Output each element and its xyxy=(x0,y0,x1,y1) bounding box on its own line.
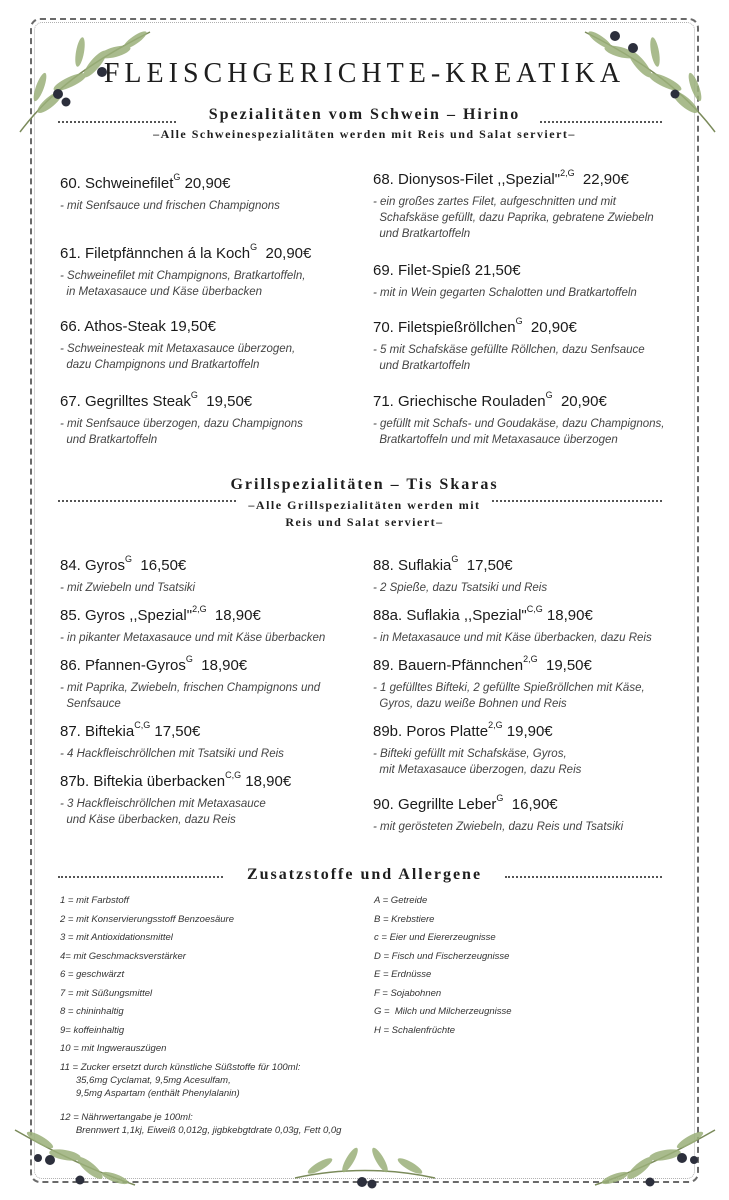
page-title: FLEISCHGERICHTE-KREATIKA xyxy=(103,58,626,89)
dish-description: - 5 mit Schafskäse gefüllte Röllchen, dazu Senfsauce und Bratkartoffeln xyxy=(373,344,645,372)
dish-price: 18,90€ xyxy=(192,657,248,674)
dish-price: 17,50€ xyxy=(150,723,201,740)
menu-item-name xyxy=(60,392,390,410)
allergen-entry: 2 = mit Konservierungsstoff Benzoesäure xyxy=(60,913,234,925)
dish-description: - mit Paprika, Zwiebeln, frischen Champignons und Senfsauce xyxy=(60,682,321,710)
allergen-entry: 11 = Zucker ersetzt durch künstliche Süßstoffe für 100ml: 35,6mg Cyclamat, 9,5mg Acesulfam, 9,5mg Aspartam (enthält Phenylalanin) xyxy=(60,1061,301,1099)
allergen-codes: G xyxy=(496,793,504,803)
dish-price: 20,90€ xyxy=(522,319,577,336)
dish-name: 66. Athos-Steak 19,50€ xyxy=(60,318,216,335)
dish-name: 87. Biftekia xyxy=(60,723,135,740)
menu-item-name xyxy=(60,318,390,335)
allergen-entry: B = Krebstiere xyxy=(374,913,435,925)
dish-name: 86. Pfannen-Gyros xyxy=(60,657,186,674)
olive-branch-bottom-right-icon xyxy=(590,1100,720,1195)
dish-description: - mit Zwiebeln und Tsatsiki xyxy=(60,582,196,594)
dish-price: 20,90€ xyxy=(257,245,312,262)
dish-name: 89b. Poros Platte xyxy=(373,723,489,740)
menu-item-name xyxy=(60,722,390,740)
menu-item xyxy=(373,656,703,712)
olive-branch-bottom-center-icon xyxy=(290,1138,440,1193)
section-title-schwein: Spezialitäten vom Schwein – Hirino xyxy=(208,106,521,123)
dish-description: - mit Senfsauce und frischen Champignons xyxy=(60,200,280,212)
allergen-entry: F = Sojabohnen xyxy=(374,987,442,999)
menu-item xyxy=(373,392,703,448)
allergen-entry: 7 = mit Süßungsmittel xyxy=(60,987,153,999)
menu-item-name xyxy=(373,606,703,624)
dish-price: 18,90€ xyxy=(241,773,292,790)
dish-description: - mit in Wein gegarten Schalotten und Bratkartoffeln xyxy=(373,287,637,299)
allergen-codes: C,G xyxy=(526,604,543,614)
menu-item-name xyxy=(373,722,703,740)
menu-item-name xyxy=(60,772,390,790)
dish-price: 19,50€ xyxy=(197,393,253,410)
allergen-entry: 4= mit Geschmacksverstärker xyxy=(60,950,186,962)
dish-description: - Schweinesteak mit Metaxasauce überzogen, dazu Champignons und Bratkartoffeln xyxy=(60,343,296,371)
menu-item xyxy=(60,392,390,448)
dish-price: 18,90€ xyxy=(206,607,261,624)
allergen-entry: H = Schalenfrüchte xyxy=(374,1024,456,1036)
dish-name: 88. Suflakia xyxy=(373,557,452,574)
allergen-codes: G xyxy=(515,316,523,326)
dish-description: - mit Senfsauce überzogen, dazu Champignons und Bratkartoffeln xyxy=(60,418,303,446)
dish-name: 85. Gyros ,,Spezial" xyxy=(60,607,193,624)
menu-item-name xyxy=(373,656,703,674)
allergen-entry: 3 = mit Antioxidationsmittel xyxy=(60,932,173,943)
dish-name: 89. Bauern-Pfännchen xyxy=(373,657,524,674)
menu-item xyxy=(373,318,703,374)
dish-description: - ein großes zartes Filet, aufgeschnitten und mit Schafskäse gefüllt, dazu Paprika, gebratene Zwiebeln und Bratkartoffeln xyxy=(373,196,654,240)
allergen-entry: 6 = geschwärzt xyxy=(60,969,125,980)
section-divider-right xyxy=(505,876,662,878)
dish-price: 20,90€ xyxy=(180,175,231,192)
dish-price: 19,50€ xyxy=(537,657,592,674)
dish-name: 69. Filet-Spieß 21,50€ xyxy=(373,262,521,279)
dish-name: 87b. Biftekia überbacken xyxy=(60,773,226,790)
allergen-codes: G xyxy=(185,654,193,664)
section-note-grill-line2: Reis und Salat serviert– xyxy=(285,515,444,529)
allergen-entry: 9= koffeinhaltig xyxy=(60,1024,125,1036)
menu-item-name xyxy=(373,556,703,574)
allergen-entry: G = Milch und Milcherzeugnisse xyxy=(374,1006,512,1017)
allergen-codes: 2,G xyxy=(488,720,503,730)
menu-item xyxy=(373,170,703,242)
allergen-codes: G xyxy=(545,390,553,400)
section-title-allergens: Zusatzstoffe und Allergene xyxy=(246,866,483,883)
allergen-entry: 1 = mit Farbstoff xyxy=(60,895,129,906)
menu-item xyxy=(373,556,703,596)
allergen-entry: 8 = chininhaltig xyxy=(60,1006,124,1017)
dish-description: - 3 Hackfleischröllchen mit Metaxasauce und Käse überbacken, dazu Reis xyxy=(60,798,266,826)
menu-item xyxy=(373,795,703,835)
allergen-codes: G xyxy=(451,554,459,564)
dish-description: - mit gerösteten Zwiebeln, dazu Reis und Tsatsiki xyxy=(373,821,624,833)
allergen-entry: c = Eier und Eiererzeugnisse xyxy=(374,932,496,943)
dish-name: 88a. Suflakia ,,Spezial" xyxy=(373,607,527,624)
dish-name: 70. Filetspießröllchen xyxy=(373,319,516,336)
dish-price: 16,90€ xyxy=(503,796,558,813)
menu-item-name xyxy=(60,174,390,192)
dish-description: - gefüllt mit Schafs- und Goudakäse, dazu Champignons, Bratkartoffeln und mit Metaxasauce überzogen xyxy=(373,418,665,446)
menu-item xyxy=(60,656,390,712)
menu-item xyxy=(60,556,390,596)
dish-name: 60. Schweinefilet xyxy=(60,175,174,192)
section-note-schwein: –Alle Schweinespezialitäten werden mit Reis und Salat serviert– xyxy=(153,127,576,141)
section-divider-right xyxy=(540,121,662,123)
dish-description: - in pikanter Metaxasauce und mit Käse überbacken xyxy=(60,632,326,644)
dish-price: 17,50€ xyxy=(458,557,513,574)
dish-name: 90. Gegrillte Leber xyxy=(373,796,497,813)
allergen-codes: G xyxy=(190,390,198,400)
dish-description: - 1 gefülltes Bifteki, 2 gefüllte Spießröllchen mit Käse, Gyros, dazu weiße Bohnen und Reis xyxy=(373,682,645,710)
dish-name: 68. Dionysos-Filet ,,Spezial" xyxy=(373,171,561,188)
menu-item xyxy=(60,318,390,373)
menu-item-name xyxy=(60,556,390,574)
allergen-entry: 12 = Nährwertangabe je 100ml: Brennwert 1,1kj, Eiweiß 0,012g, jigbkebgtdrate 0,03g, Fett 0,0g xyxy=(60,1112,342,1136)
menu-item-name xyxy=(60,606,390,624)
allergen-codes: C,G xyxy=(134,720,151,730)
menu-item-name xyxy=(373,795,703,813)
allergen-codes: G xyxy=(125,554,133,564)
allergen-entry: 10 = mit Ingwerauszügen xyxy=(60,1043,167,1054)
allergen-entry: E = Erdnüsse xyxy=(374,969,432,980)
allergen-codes: 2,G xyxy=(523,654,538,664)
allergen-codes: G xyxy=(173,172,181,182)
dish-price: 19,90€ xyxy=(502,723,553,740)
dish-description: - 2 Spieße, dazu Tsatsiki und Reis xyxy=(373,582,548,594)
allergen-codes: C,G xyxy=(225,770,242,780)
dish-name: 84. Gyros xyxy=(60,557,126,574)
menu-item-name xyxy=(60,656,390,674)
menu-item-name xyxy=(373,170,703,188)
allergen-codes: 2,G xyxy=(192,604,207,614)
dish-description: - in Metaxasauce und mit Käse überbacken, dazu Reis xyxy=(373,632,652,644)
dish-price: 16,50€ xyxy=(132,557,187,574)
section-title-grill: Grillspezialitäten – Tis Skaras xyxy=(230,476,499,493)
dish-price: 20,90€ xyxy=(552,393,607,410)
menu-item xyxy=(60,174,390,214)
menu-item xyxy=(60,722,390,762)
menu-item-name xyxy=(373,318,703,336)
menu-item-name xyxy=(60,244,390,262)
dish-name: 71. Griechische Rouladen xyxy=(373,393,546,410)
allergen-codes: 2,G xyxy=(560,168,575,178)
dish-description: - Schweinefilet mit Champignons, Bratkartoffeln, in Metaxasauce und Käse überbacken xyxy=(60,270,306,298)
dish-price: 22,90€ xyxy=(574,171,629,188)
menu-item-name xyxy=(373,262,703,279)
menu-item xyxy=(60,244,390,300)
dish-price: 18,90€ xyxy=(542,607,593,624)
menu-item xyxy=(373,722,703,778)
menu-item-name xyxy=(373,392,703,410)
dish-description: - 4 Hackfleischröllchen mit Tsatsiki und Reis xyxy=(60,748,284,760)
dish-description: - Bifteki gefüllt mit Schafskäse, Gyros, mit Metaxasauce überzogen, dazu Reis xyxy=(373,748,582,776)
allergen-entry: A = Getreide xyxy=(374,895,428,906)
menu-item xyxy=(373,262,703,301)
allergen-codes: G xyxy=(250,242,258,252)
menu-item xyxy=(373,606,703,646)
menu-item xyxy=(60,772,390,828)
section-note-grill-line1: –Alle Grillspezialitäten werden mit xyxy=(248,498,481,512)
menu-item xyxy=(60,606,390,646)
dish-name: 61. Filetpfännchen á la Koch xyxy=(60,245,251,262)
dish-name: 67. Gegrilltes Steak xyxy=(60,393,191,410)
section-divider-left xyxy=(58,121,176,123)
allergen-entry: D = Fisch und Fischerzeugnisse xyxy=(374,950,510,962)
